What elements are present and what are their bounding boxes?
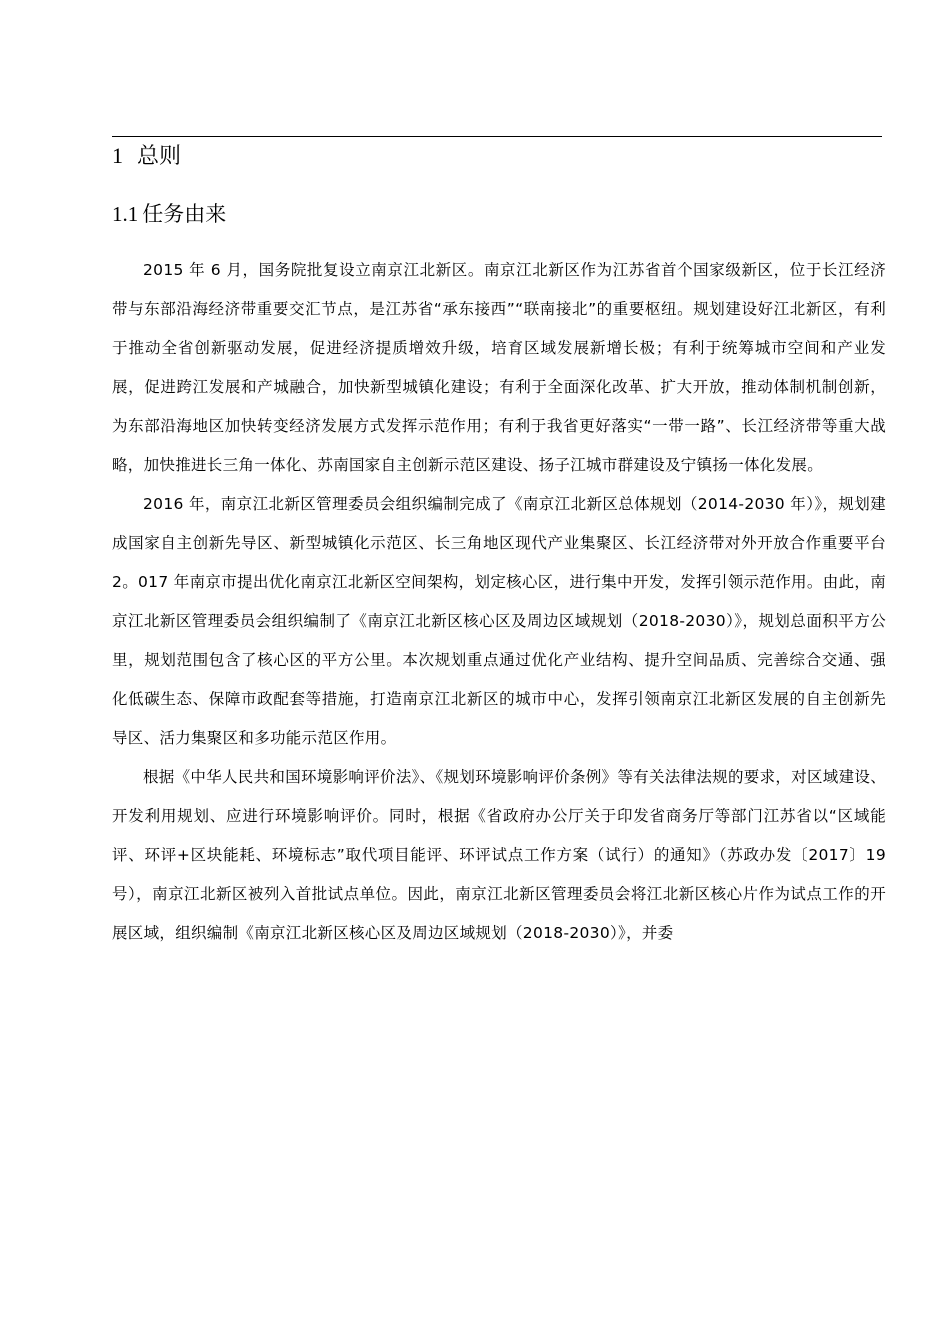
- section-title: 总则: [137, 144, 182, 169]
- subsection-heading: [112, 199, 226, 229]
- paragraph: 2015 年 6 月，国务院批复设立南京江北新区。南京江北新区作为江苏省首个国家级新区，位于长江经济带与东部沿海经济带重要交汇节点，是江苏省“承东接西”“联南接北”的重要枢纽。规划建设好江北新区，有利于推动全省创新驱动发展，促进经济提质增效升级，培育区域发展新增长极；有利于统筹城市空间和产业发展，促进跨江发展和产城融合，加快新型城镇化建设；有利于全面深化改革、扩大开放，推动体制机制创新，为东部沿海地区加快转变经济发展方式发挥示范作用；有利于我省更好落实“一带一路”、长江经济带等重大战略，加快推进长三角一体化、苏南国家自主创新示范区建设、扬子江城市群建设及宁镇扬一体化发展。: [112, 261, 886, 474]
- body-text: [112, 251, 886, 953]
- header-divider: [112, 136, 882, 137]
- section-heading: [112, 141, 181, 172]
- paragraph: 根据《中华人民共和国环境影响评价法》、《规划环境影响评价条例》等有关法律法规的要求，对区域建设、开发利用规划、应进行环境影响评价。同时，根据《省政府办公厅关于印发省商务厅等部门江苏省以“区域能评、环评+区块能耗、环境标志”取代项目能评、环评试点工作方案（试行）的通知》（苏政办发〔2017〕19 号），南京江北新区被列入首批试点单位。因此，南京江北新区管理委员会将江北新区核心片作为试点工作的开展区域，组织编制《南京江北新区核心区及周边区域规划（2018-2030）》，并委: [112, 768, 886, 942]
- section-number: 1: [112, 143, 123, 168]
- paragraph: 2016 年，南京江北新区管理委员会组织编制完成了《南京江北新区总体规划（2014-2030 年）》，规划建成国家自主创新先导区、新型城镇化示范区、长三角地区现代产业集聚区、长江经济带对外开放合作重要平台 2。017 年南京市提出优化南京江北新区空间架构，划定核心区，进行集中开发，发挥引领示范作用。由此，南京江北新区管理委员会组织编制了《南京江北新区核心区及周边区域规划（2018-2030）》，规划总面积平方公里，规划范围包含了核心区的平方公里。本次规划重点通过优化产业结构、提升空间品质、完善综合交通、强化低碳生态、保障市政配套等措施，打造南京江北新区的城市中心，发挥引领南京江北新区发展的自主创新先导区、活力集聚区和多功能示范区作用。: [112, 495, 886, 747]
- subsection-number: 1.1: [112, 202, 139, 226]
- subsection-title: 任务由来: [142, 202, 227, 226]
